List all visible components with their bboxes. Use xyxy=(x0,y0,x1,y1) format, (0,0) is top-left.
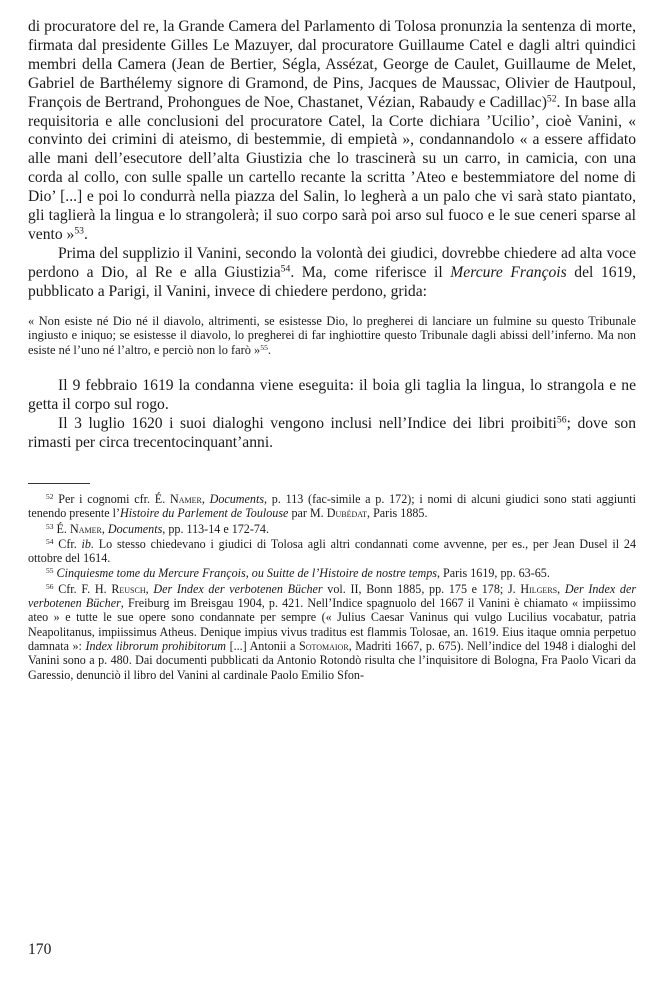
body-text-continued xyxy=(28,377,636,453)
paragraph-2: Prima del supplizio il Vanini, secondo la volontà dei giudici, dovrebbe chiedere ad alta voce perdono a Dio, al Re e alla Giustizia$^{54}$. Ma, come riferisce il Mercure François del 1619, pubblicato a Parigi, il Vanini, invece di chiedere perdono, grida: xyxy=(28,244,637,300)
body-text xyxy=(28,18,636,302)
footnote-ref-52: 52 xyxy=(546,93,557,105)
footnote-ref-56: 56 xyxy=(556,414,567,426)
footnote-52: $^{52}$ Per i cognomi cfr. É. Namer, Documents, p. 113 (fac-simile a p. 172); i nomi di alcuni giudici sono stati aggiunti tenendo presente l’Histoire du Parlement de Toulouse par M. Dubédat, Paris 1885. xyxy=(28,491,636,521)
paragraph-4: Il 3 luglio 1620 i suoi dialoghi vengono inclusi nell’Indice dei libri proibiti$^{56}$; dove son rimasti per circa trecentocinquant’anni. xyxy=(28,414,637,452)
footnotes xyxy=(28,492,636,682)
page xyxy=(28,18,636,682)
footnote-55: $^{55}$ Cinquiesme tome du Mercure François, ou Suitte de l’Histoire de nostre temps, Paris 1619, pp. 63-65. xyxy=(46,566,550,581)
block-quote: « Non esiste né Dio né il diavolo, altrimenti, se esistesse Dio, lo pregherei di lanciare un fulmine su questo Tribunale ingiusto e iniquo; se esistesse il diavolo, lo pregherei di far inghiottire questo Tribunale dagli abissi dell’inferno. Ma non esiste né l’uno né l’altro, e perciò non lo farò »$^{55}$. xyxy=(28,313,636,357)
footnote-separator xyxy=(28,483,90,484)
paragraph-1: di procuratore del re, la Grande Camera del Parlamento di Tolosa pronunzia la sentenza di morte, firmata dal presidente Gilles Le Mazuyer, dal procuratore Guillaume Catel e dagli altri quindici membri della Camera (Jean de Bertier, Ségla, Assézat, George de Caulet, Guillaume de Melet, Gabriel de Barthélemy signore di Gramond, de Pins, Jacques de Maussac, Olivier de Hautpoul, François de Bertrand, Prohongues de Noe, Chastanet, Vézian, Rabaudy e Cadillac)$^{52}$. In base alla requisitoria e alle conclusioni del procuratore Catel, la Corte dichiara ’Ucilio’, cioè Vanini, « convinto dei crimini di ateismo, di bestemmie, di empietà », condannandolo « a essere affidato alle mani dell’esecutore dell’alta Giustizia che lo trascinerà su un carro, in camicia, con una corda al collo, con sulle spalle un cartello recante la scritta ’Ateo e bestemmiatore del nome di Dio’ [...] e poi lo condurrà nella piazza del Salin, lo legherà a un palo che vi sarà stato piantato, gli taglierà la lingua e lo strangolerà; il suo corpo sarà poi arso sul fuoco e le sue ceneri sparse al vento »$^{53}$. xyxy=(28,18,636,243)
paragraph-3: Il 9 febbraio 1619 la condanna viene eseguita: il boia gli taglia la lingua, lo strangola e ne getta il corpo sul rogo. xyxy=(28,377,636,414)
footnote-ref-54: 54 xyxy=(280,263,291,275)
footnote-54: $^{54}$ Cfr. ib. Lo stesso chiedevano i giudici di Tolosa agli altri condannati come avvenne, per es., per Jean Dusel il 24 ottobre del 1614. xyxy=(28,536,636,566)
footnote-ref-53: 53 xyxy=(74,225,84,237)
page-number: 170 xyxy=(28,941,52,958)
footnote-53: $^{53}$ É. Namer, Documents, pp. 113-14 e 172-74. xyxy=(46,521,269,536)
footnote-56: $^{56}$ Cfr. F. H. Reusch, Der Index der verbotenen Bücher vol. II, Bonn 1885, pp. 175 e 178; J. Hilgers, Der Index der verbotenen Bücher, Freiburg im Breisgau 1904, p. 421. Nell’Indice spagnuolo del 1667 il Vanini è chiamato « impiissimo ateo » e tutte le sue opere sono condannate per sempre (« Julius Caesar Vaninus qui vulgo Lucilius vocabatur, patria Neapolitanus, impiissimus Atheus. Denique impius vivus traditus est flammis Tolosae, an. 1619. Eius itaque omnia perpetuo damnata »: Index librorum prohibitorum [...] Antonii a Sotomaior, Madriti 1667, p. 675). Nell’indice del 1948 i dialoghi del Vanini sono a p. 480. Dai documenti pubblicati da Antonio Rotondò risulta che l’inquisitore di Bologna, Fra Paolo Vicari da Garessio, denunciò il libro del Vanini al cardinale Paolo Emilio Sfon- xyxy=(28,581,637,682)
footnote-ref-55: 55 xyxy=(260,342,268,352)
